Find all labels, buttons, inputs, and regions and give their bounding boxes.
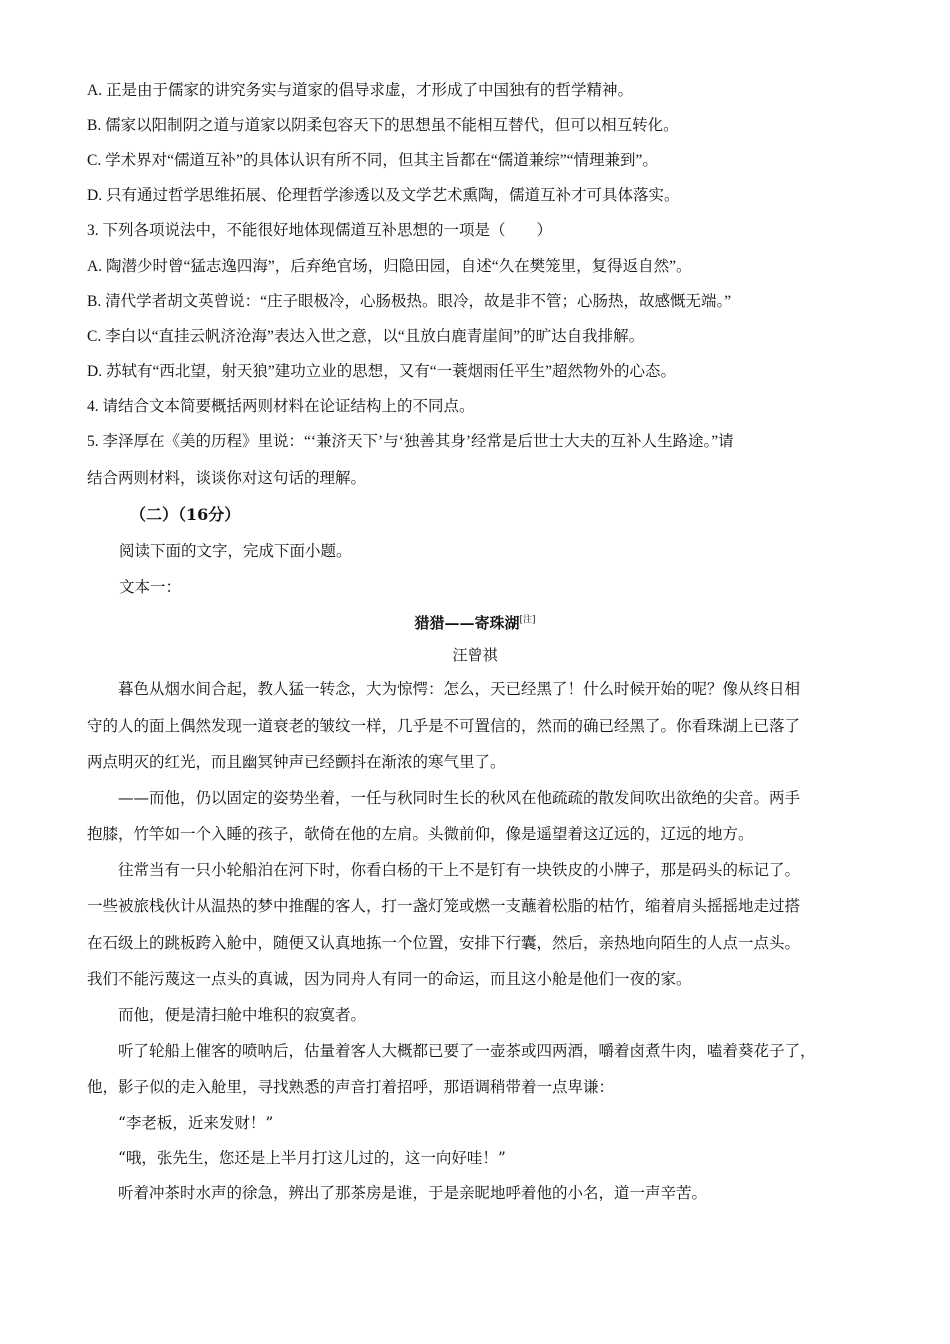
article-line: “哦，张先生，您还是上半月打这儿过的，这一向好哇！” [87,1149,506,1167]
article-line: 听了轮船上催客的喷呐后，估量着客人大概都已要了一壶茶或四两酒，嚼着卤煮牛肉，嗑着葵花子了， [87,1042,816,1060]
section-title: （二）（16分） [130,505,241,524]
q3-option-c: C. 李白以“直挂云帆济沧海”表达入世之意，以“且放白鹿青崖间”的旷达自我排解。 [87,328,645,345]
article-line: “李老板，近来发财！” [87,1114,274,1132]
article-title-text: 猎猎——寄珠湖 [414,614,520,632]
q4-stem: 4. 请结合文本简要概括两则材料在论证结构上的不同点。 [87,398,475,415]
q3-option-d: D. 苏轼有“西北望，射天狼”建功立业的思想，又有“一蓑烟雨任平生”超然物外的心态。 [87,363,676,380]
article-line: 在石级上的跳板跨入舱中，随便又认真地拣一个位置，安排下行囊，然后，亲热地向陌生的人点一点头。 [87,934,801,952]
article-line: 一些被旅栈伙计从温热的梦中推醒的客人，打一盏灯笼或燃一支蘸着松脂的枯竹，缩着肩头摇摇地走过搭 [87,897,801,915]
q2-option-c: C. 学术界对“儒道互补”的具体认识有所不同，但其主旨都在“儒道兼综”“情理兼到”。 [87,152,658,169]
article-line: 听着冲茶时水声的徐急，辨出了那茶房是谁，于是亲昵地呼着他的小名，道一声辛苦。 [87,1184,708,1202]
article-line: 两点明灭的红光，而且幽冥钟声已经颤抖在渐浓的寒气里了。 [87,753,506,771]
text-label: 文本一： [119,578,182,596]
q5-stem-line2: 结合两则材料，谈谈你对这句话的理解。 [87,470,367,487]
article-line: 往常当有一只小轮船泊在河下时，你看白杨的干上不是钉有一块铁皮的小牌子，那是码头的标记了。 [87,861,801,879]
article-line: ——而他，仍以固定的姿势坐着，一任与秋同时生长的秋风在他疏疏的散发间吹出欲绝的尖音。两手 [87,789,801,807]
footnote-mark: [注] [519,615,536,625]
article-line: 而他，便是清扫舱中堆积的寂寞者。 [87,1006,367,1024]
q2-option-a: A. 正是由于儒家的讲究务实与道家的倡导求虚，才形成了中国独有的哲学精神。 [87,82,633,99]
article-title [0,609,950,634]
article-line: 他，影子似的走入舱里，寻找熟悉的声音打着招呼，那语调稍带着一点卑谦： [87,1078,615,1096]
article-line: 暮色从烟水间合起，教人猛一转念，大为惊愕：怎么，天已经黑了！什么时候开始的呢？像从终日相 [87,680,801,698]
article-author: 汪曾祺 [452,646,498,664]
q5-stem-line1: 5. 李泽厚在《美的历程》里说：“‘兼济天下’与‘独善其身’经常是后世士大夫的互补人生路途。”请 [87,433,734,450]
article-line: 抱膝，竹竿如一个入睡的孩子，欹倚在他的左肩。头微前仰，像是遥望着这辽远的，辽远的地方。 [87,825,754,843]
article-line: 我们不能污蔑这一点头的真诚，因为同舟人有同一的命运，而且这小舱是他们一夜的家。 [87,970,692,988]
q3-option-a: A. 陶潜少时曾“猛志逸四海”，后弃绝官场，归隐田园，自述“久在樊笼里，复得返自然”。 [87,258,692,275]
q3-stem: 3. 下列各项说法中，不能很好地体现儒道互补思想的一项是（ ） [87,222,553,239]
reading-instruction: 阅读下面的文字，完成下面小题。 [119,542,352,560]
q2-option-b: B. 儒家以阳制阴之道与道家以阴柔包容天下的思想虽不能相互替代，但可以相互转化。 [87,117,679,134]
article-line: 守的人的面上偶然发现一道衰老的皱纹一样，几乎是不可置信的，然而的确已经黑了。你看珠湖上已落了 [87,717,801,735]
q3-option-b: B. 清代学者胡文英曾说：“庄子眼极冷，心肠极热。眼冷，故是非不管；心肠热，故感慨无端。” [87,293,732,310]
q2-option-d: D. 只有通过哲学思维拓展、伦理哲学渗透以及文学艺术熏陶，儒道互补才可具体落实。 [87,187,680,204]
